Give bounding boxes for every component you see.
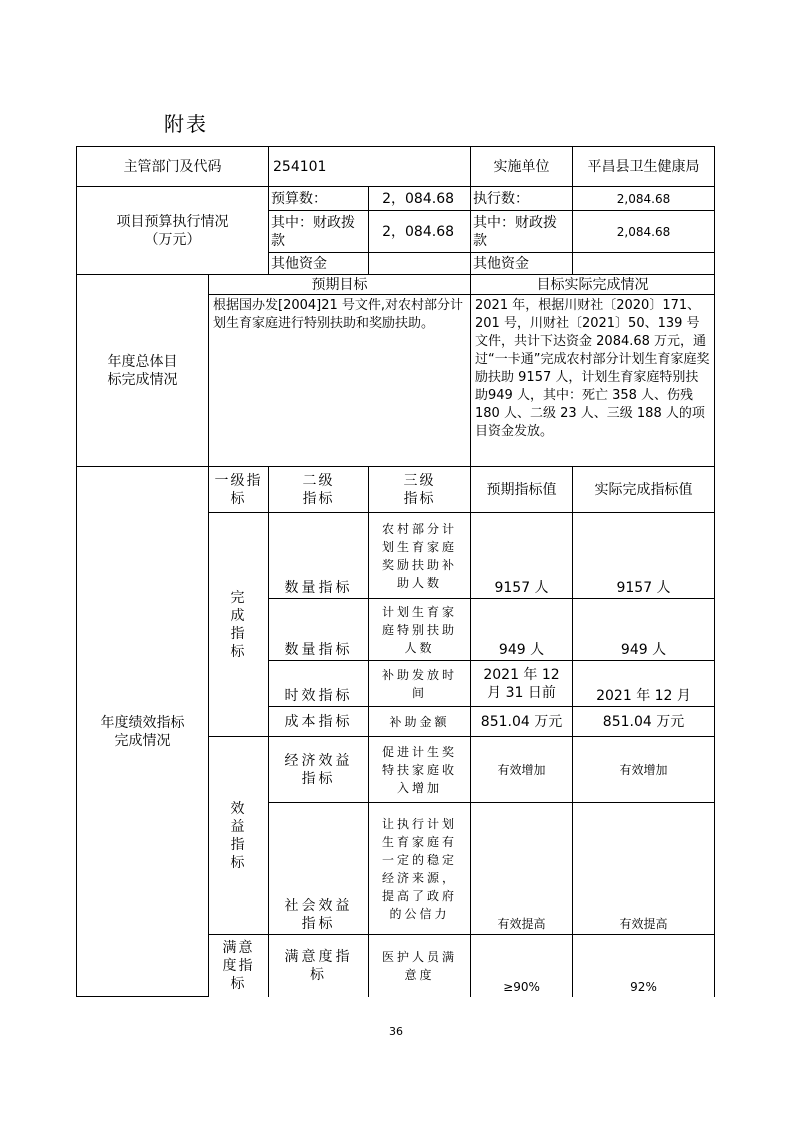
row5-actual: 有效增加 xyxy=(573,737,715,803)
performance-table xyxy=(76,146,715,997)
row3-level2: 时效指标 xyxy=(269,661,369,707)
fiscal-exec-label: 其中：财政拨款 xyxy=(471,211,573,253)
fiscal-value: 2，084.68 xyxy=(369,211,471,253)
row3-level3: 补助发放时间 xyxy=(369,661,471,707)
dept-label: 主管部门及代码 xyxy=(77,147,269,187)
group-benefit: 效益指标 xyxy=(209,737,269,935)
budget-label: 项目预算执行情况（万元） xyxy=(77,187,269,275)
expected-value-header: 预期指标值 xyxy=(471,467,573,513)
row4-actual: 851.04 万元 xyxy=(573,707,715,737)
level2-header: 二级指标 xyxy=(269,467,369,513)
row6-level2: 社会效益指标 xyxy=(269,803,369,935)
row3-actual: 2021 年 12 月 xyxy=(573,661,715,707)
level1-header: 一级指标 xyxy=(209,467,269,513)
row1-expected: 9157 人 xyxy=(471,513,573,599)
row6-expected: 有效提高 xyxy=(471,803,573,935)
row4-level2: 成本指标 xyxy=(269,707,369,737)
row3-expected: 2021 年 12 月 31 日前 xyxy=(471,661,573,707)
expected-goal-text: 根据国办发[2004]21 号文件,对农村部分计划生育家庭进行特别扶助和奖励扶助。 xyxy=(209,295,471,467)
row5-level3: 促进计生奖特扶家庭收入增加 xyxy=(369,737,471,803)
fiscal-exec-value: 2,084.68 xyxy=(573,211,715,253)
dept-code: 254101 xyxy=(269,147,471,187)
row1-level2: 数量指标 xyxy=(269,513,369,599)
row4-level3: 补助金额 xyxy=(369,707,471,737)
row7-level2: 满意度指标 xyxy=(269,935,369,997)
row7-actual: 92% xyxy=(573,935,715,997)
page-number: 36 xyxy=(389,1025,403,1038)
row5-expected: 有效增加 xyxy=(471,737,573,803)
exec-count-label: 执行数： xyxy=(471,187,573,211)
group-satisfaction: 满意度指标 xyxy=(209,935,269,997)
row5-level2: 经济效益指标 xyxy=(269,737,369,803)
impl-unit-label: 实施单位 xyxy=(471,147,573,187)
actual-goal-text: 2021 年，根据川财社〔2020〕171、201 号，川财社〔2021〕50、139 号文件，共计下达资金 2084.68 万元，通过“一卡通”完成农村部分计划生育家庭奖励扶助 9157 人，计划生育家庭特别扶助949 人，其中：死亡 358 人、伤残 180 人、二级 23 人、三级 188 人的项目资金发放。 xyxy=(471,295,715,467)
row2-level3: 计划生育家庭特别扶助人数 xyxy=(369,599,471,661)
row4-expected: 851.04 万元 xyxy=(471,707,573,737)
other-funds-exec-label: 其他资金 xyxy=(471,253,573,275)
fiscal-label: 其中：财政拨款 xyxy=(269,211,369,253)
budget-count-label: 预算数： xyxy=(269,187,369,211)
group-completion: 完成指标 xyxy=(209,513,269,737)
budget-count-value: 2，084.68 xyxy=(369,187,471,211)
actual-value-header: 实际完成指标值 xyxy=(573,467,715,513)
expected-goal-header: 预期目标 xyxy=(209,275,471,295)
goal-label: 年度总体目标完成情况 xyxy=(77,275,209,467)
row2-expected: 949 人 xyxy=(471,599,573,661)
other-funds-exec-value xyxy=(573,253,715,275)
row6-level3: 让执行计划生育家庭有一定的稳定经济来源，提高了政府的公信力 xyxy=(369,803,471,935)
row7-expected: ≥90% xyxy=(471,935,573,997)
row2-actual: 949 人 xyxy=(573,599,715,661)
other-funds-label: 其他资金 xyxy=(269,253,369,275)
row2-level2: 数量指标 xyxy=(269,599,369,661)
exec-count-value: 2,084.68 xyxy=(573,187,715,211)
impl-unit-value: 平昌县卫生健康局 xyxy=(573,147,715,187)
perf-label: 年度绩效指标完成情况 xyxy=(77,467,209,997)
row1-actual: 9157 人 xyxy=(573,513,715,599)
page-title: 附表 xyxy=(164,112,208,136)
actual-goal-header: 目标实际完成情况 xyxy=(471,275,715,295)
level3-header: 三级指标 xyxy=(369,467,471,513)
row7-level3: 医护人员满意度 xyxy=(369,935,471,997)
row6-actual: 有效提高 xyxy=(573,803,715,935)
row1-level3: 农村部分计划生育家庭奖励扶助补助人数 xyxy=(369,513,471,599)
other-funds-value xyxy=(369,253,471,275)
